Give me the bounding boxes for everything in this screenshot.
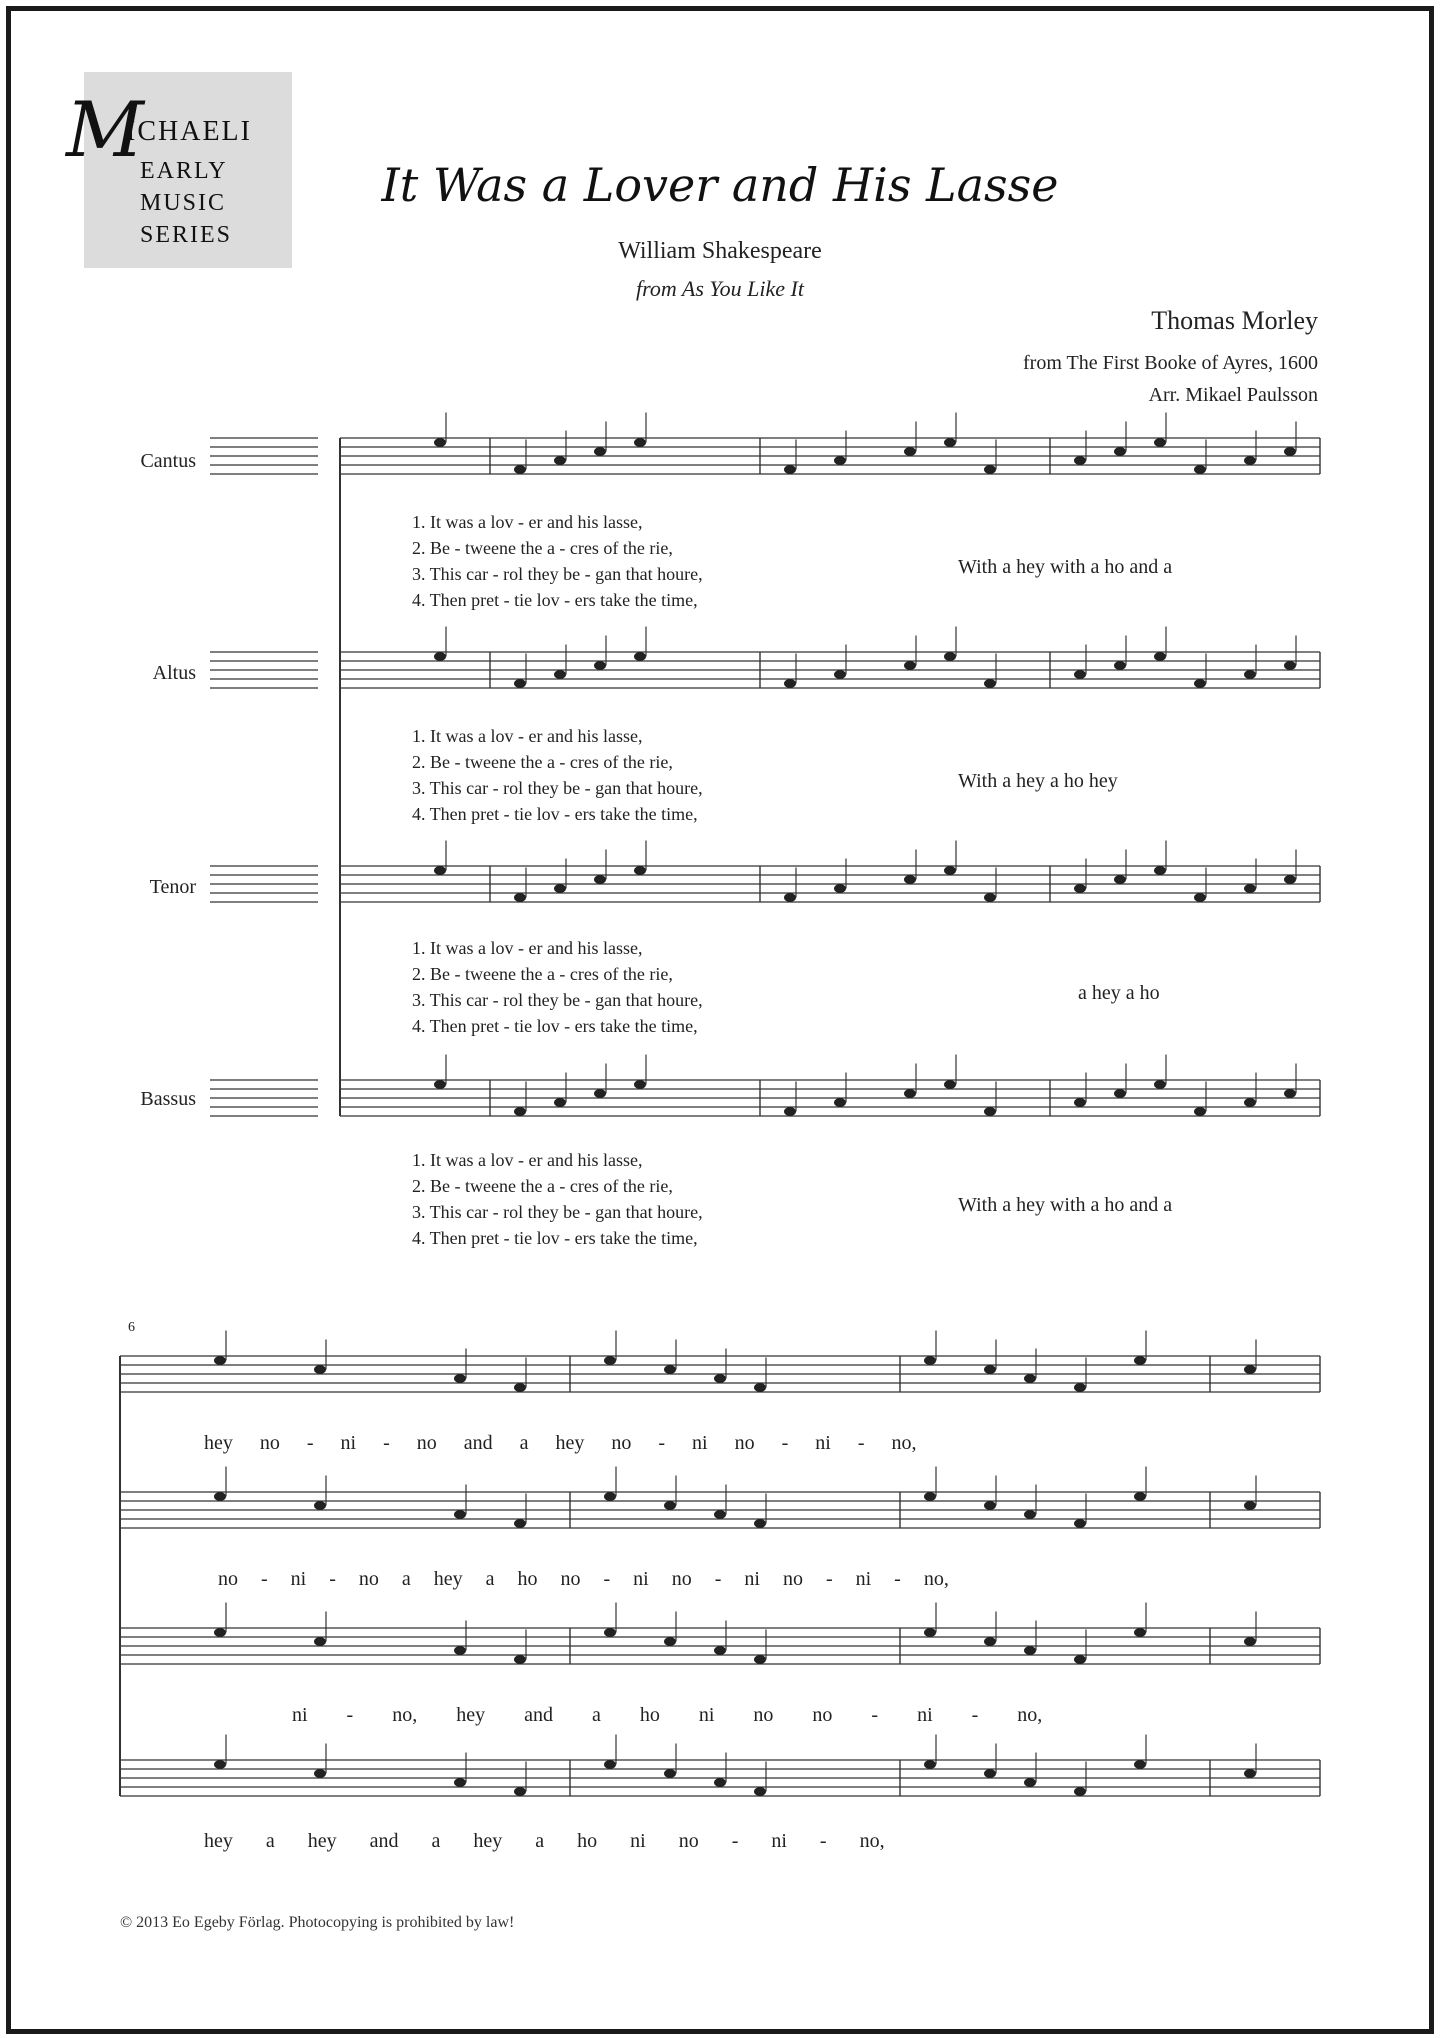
note-head [944, 1080, 956, 1089]
note-head [434, 438, 446, 447]
note-head [984, 1501, 996, 1510]
note-head [594, 1089, 606, 1098]
cantus-verse-1: 1. It was a lov - er and his lasse, [412, 512, 643, 532]
note-head [514, 893, 526, 902]
note-head [714, 1510, 726, 1519]
note-head [1074, 1383, 1086, 1392]
note-head [714, 1646, 726, 1655]
system2-cantus-lyric: hey no - ni - no and a hey no - ni no - ni - no, [204, 1432, 917, 1454]
bassus-verse-4: 4. Then pret - tie lov - ers take the time, [412, 1228, 698, 1248]
note-head [904, 447, 916, 456]
note-head [714, 1374, 726, 1383]
note-head [594, 875, 606, 884]
note-head [314, 1501, 326, 1510]
cantus-refrain: With a hey with a ho and a [958, 556, 1173, 578]
note-head [1114, 1089, 1126, 1098]
note-head [1244, 1637, 1256, 1646]
note-head [1074, 670, 1086, 679]
note-head [1154, 866, 1166, 875]
note-head [314, 1365, 326, 1374]
note-head [1244, 1769, 1256, 1778]
note-head [1284, 1089, 1296, 1098]
note-head [1024, 1374, 1036, 1383]
note-head [664, 1365, 676, 1374]
note-head [1194, 893, 1206, 902]
note-head [1134, 1760, 1146, 1769]
note-head [1074, 1519, 1086, 1528]
composer-credit: Thomas Morley [1151, 306, 1318, 335]
note-head [454, 1374, 466, 1383]
copyright-notice: © 2013 Eo Egeby Förlag. Photocopying is prohibited by law! [120, 1914, 515, 1931]
note-head [634, 1080, 646, 1089]
note-head [454, 1510, 466, 1519]
note-head [1284, 875, 1296, 884]
altus-refrain: With a hey a ho hey [958, 770, 1118, 792]
note-head [514, 1519, 526, 1528]
note-head [214, 1760, 226, 1769]
note-head [754, 1519, 766, 1528]
note-head [834, 884, 846, 893]
note-head [1024, 1778, 1036, 1787]
note-head [1194, 1107, 1206, 1116]
note-head [754, 1383, 766, 1392]
note-head [1154, 1080, 1166, 1089]
note-head [514, 679, 526, 688]
note-head [1244, 456, 1256, 465]
measure-number: 6 [128, 1320, 135, 1335]
note-head [1074, 1655, 1086, 1664]
note-head [1074, 1787, 1086, 1796]
system2-bassus-lyric: hey a hey and a hey a ho ni no - ni - no, [204, 1830, 885, 1852]
note-head [314, 1769, 326, 1778]
note-head [944, 866, 956, 875]
note-head [1154, 652, 1166, 661]
note-head [784, 1107, 796, 1116]
note-head [514, 1787, 526, 1796]
system2-altus-lyric: no - ni - no a hey a ho no - ni no - ni no - ni - no, [218, 1568, 949, 1590]
note-head [604, 1628, 616, 1637]
note-head [554, 884, 566, 893]
tenor-verse-3: 3. This car - rol they be - gan that houre, [412, 990, 703, 1010]
tenor-refrain: a hey a ho [1078, 982, 1160, 1004]
note-head [1284, 661, 1296, 670]
staff-lines [120, 438, 1320, 1796]
note-head [984, 679, 996, 688]
note-head [754, 1655, 766, 1664]
note-head [1154, 438, 1166, 447]
voice-label-tenor: Tenor [149, 876, 196, 898]
note-head [834, 670, 846, 679]
note-head [834, 456, 846, 465]
note-head [944, 652, 956, 661]
note-head [1074, 456, 1086, 465]
poet-credit: William Shakespeare [618, 238, 822, 264]
note-head [1024, 1646, 1036, 1655]
play-credit: from As You Like It [636, 276, 804, 301]
voice-label-bassus: Bassus [140, 1088, 196, 1110]
note-head [834, 1098, 846, 1107]
note-head [984, 1637, 996, 1646]
note-head [604, 1492, 616, 1501]
note-head [604, 1760, 616, 1769]
note-head [984, 1769, 996, 1778]
note-head [314, 1637, 326, 1646]
note-head [1134, 1492, 1146, 1501]
note-head [1284, 447, 1296, 456]
note-head [1114, 661, 1126, 670]
note-head [454, 1646, 466, 1655]
note-head [1244, 1365, 1256, 1374]
note-head [1134, 1356, 1146, 1365]
note-head [214, 1492, 226, 1501]
note-head [1114, 447, 1126, 456]
note-head [434, 866, 446, 875]
arranger-credit: Arr. Mikael Paulsson [1148, 384, 1318, 406]
note-head [634, 652, 646, 661]
note-head [664, 1501, 676, 1510]
altus-verse-1: 1. It was a lov - er and his lasse, [412, 726, 643, 746]
note-head [944, 438, 956, 447]
altus-verse-4: 4. Then pret - tie lov - ers take the time, [412, 804, 698, 824]
note-head [594, 447, 606, 456]
note-head [214, 1628, 226, 1637]
note-head [714, 1778, 726, 1787]
system2-tenor-lyric: ni - no, hey and a ho ni no no - ni - no, [292, 1704, 1043, 1726]
note-head [1194, 679, 1206, 688]
bassus-refrain: With a hey with a ho and a [958, 1194, 1173, 1216]
note-head [904, 661, 916, 670]
note-head [434, 652, 446, 661]
source-credit: from The First Booke of Ayres, 1600 [1023, 352, 1318, 374]
note-head [634, 866, 646, 875]
note-head [604, 1356, 616, 1365]
note-head [984, 893, 996, 902]
note-head [1074, 884, 1086, 893]
tenor-verse-2: 2. Be - tweene the a - cres of the rie, [412, 964, 673, 984]
note-head [754, 1787, 766, 1796]
note-head [514, 1107, 526, 1116]
note-head [664, 1637, 676, 1646]
note-head [904, 1089, 916, 1098]
note-head [924, 1356, 936, 1365]
note-head [984, 465, 996, 474]
altus-verse-3: 3. This car - rol they be - gan that houre, [412, 778, 703, 798]
note-head [784, 465, 796, 474]
note-head [214, 1356, 226, 1365]
note-head [434, 1080, 446, 1089]
note-head [664, 1769, 676, 1778]
note-head [984, 1107, 996, 1116]
logo-line-4: SERIES [140, 222, 233, 248]
note-head [554, 1098, 566, 1107]
bassus-verse-1: 1. It was a lov - er and his lasse, [412, 1150, 643, 1170]
note-head [554, 670, 566, 679]
note-head [1244, 1501, 1256, 1510]
cantus-verse-3: 3. This car - rol they be - gan that houre, [412, 564, 703, 584]
note-head [1114, 875, 1126, 884]
bassus-verse-2: 2. Be - tweene the a - cres of the rie, [412, 1176, 673, 1196]
note-head [924, 1492, 936, 1501]
note-head [554, 456, 566, 465]
song-title: It Was a Lover and His Lasse [381, 158, 1059, 212]
note-head [1024, 1510, 1036, 1519]
logo-initial: M [66, 85, 144, 174]
voice-label-altus: Altus [152, 662, 196, 684]
note-head [1244, 1098, 1256, 1107]
note-head [924, 1628, 936, 1637]
cantus-verse-4: 4. Then pret - tie lov - ers take the time, [412, 590, 698, 610]
bassus-verse-3: 3. This car - rol they be - gan that houre, [412, 1202, 703, 1222]
note-head [514, 1655, 526, 1664]
tenor-verse-4: 4. Then pret - tie lov - ers take the time, [412, 1016, 698, 1036]
note-head [1194, 465, 1206, 474]
logo-line-2: EARLY [140, 158, 228, 184]
voice-label-cantus: Cantus [140, 450, 196, 472]
note-head [1134, 1628, 1146, 1637]
note-head [784, 893, 796, 902]
note-head [594, 661, 606, 670]
note-head [454, 1778, 466, 1787]
note-head [1244, 884, 1256, 893]
note-head [514, 1383, 526, 1392]
tenor-verse-1: 1. It was a lov - er and his lasse, [412, 938, 643, 958]
logo-line-3: MUSIC [140, 190, 227, 216]
cantus-verse-2: 2. Be - tweene the a - cres of the rie, [412, 538, 673, 558]
altus-verse-2: 2. Be - tweene the a - cres of the rie, [412, 752, 673, 772]
note-head [514, 465, 526, 474]
note-head [1074, 1098, 1086, 1107]
note-head [924, 1760, 936, 1769]
note-head [1244, 670, 1256, 679]
note-head [784, 679, 796, 688]
note-head [984, 1365, 996, 1374]
note-head [904, 875, 916, 884]
note-head [634, 438, 646, 447]
logo-line-1: ICHAELI [126, 116, 252, 147]
